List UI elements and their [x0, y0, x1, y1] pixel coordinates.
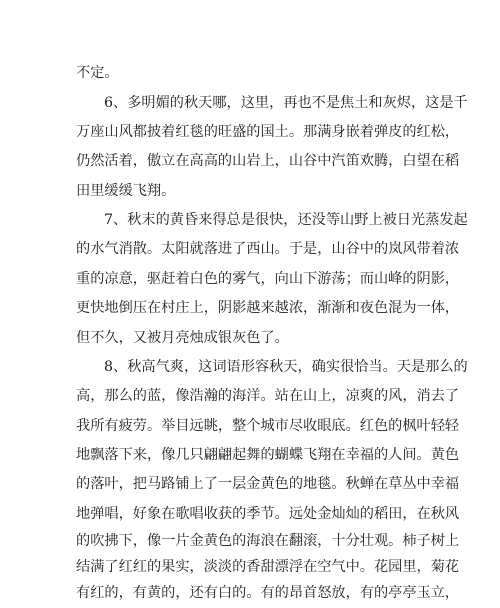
text-line: 万座山风都披着红毯的旺盛的国土。那满身嵌着弹皮的红松， — [76, 124, 460, 140]
paragraph-6-start: 6、多明媚的秋天哪，这里，再也不是焦土和灰烬，这是千 — [104, 95, 468, 111]
text-line: 仍然活着，傲立在高高的山岩上，山谷中汽笛欢腾，白望在稻 — [76, 153, 460, 169]
text-line: 不定。 — [76, 65, 119, 81]
text-line: 的水气消散。太阳就落进了西山。于是，山谷中的岚风带着浓 — [76, 241, 460, 257]
text-line: 有红的，有黄的，还有白的。有的昂首怒放，有的亭亭玉立， — [76, 585, 460, 601]
text-line: 的落叶，把马路铺上了一层金黄色的地毯。秋蝉在草丛中幸福 — [76, 476, 460, 492]
text-line: 重的凉意，驱赶着白色的雾气，向山下游荡；而山峰的阴影， — [76, 271, 460, 287]
text-line: 地弹唱，好象在歌唱收获的季节。远处金灿灿的稻田，在秋风 — [76, 506, 460, 522]
paragraph-7-start: 7、秋末的黄昏来得总是很快，还没等山野上被日光蒸发起 — [104, 212, 468, 228]
text-line: 地飘落下来，像几只翩翩起舞的蝴蝶飞翔在幸福的人间。黄色 — [76, 447, 460, 463]
text-line: 高，那么的蓝，像浩瀚的海洋。站在山上，凉爽的风，消去了 — [76, 388, 460, 404]
text-line: 的吹拂下，像一片金黄色的海浪在翻滚，十分壮观。柿子树上 — [76, 533, 460, 549]
paragraph-8-start: 8、秋高气爽，这词语形容秋天，确实很恰当。天是那么的 — [104, 359, 468, 375]
text-line: 但不久，又被月亮烛成银灰色了。 — [76, 330, 289, 346]
text-line: 更快地倒压在村庄上，阴影越来越浓，渐渐和夜色混为一体， — [76, 300, 460, 316]
text-line: 结满了红红的果实，淡淡的香甜漂浮在空气中。花园里，菊花 — [76, 559, 460, 575]
text-line: 田里缓缓飞翔。 — [76, 183, 176, 199]
text-line: 我所有疲劳。举目远眺，整个城市尽收眼底。红色的枫叶轻轻 — [76, 418, 460, 434]
